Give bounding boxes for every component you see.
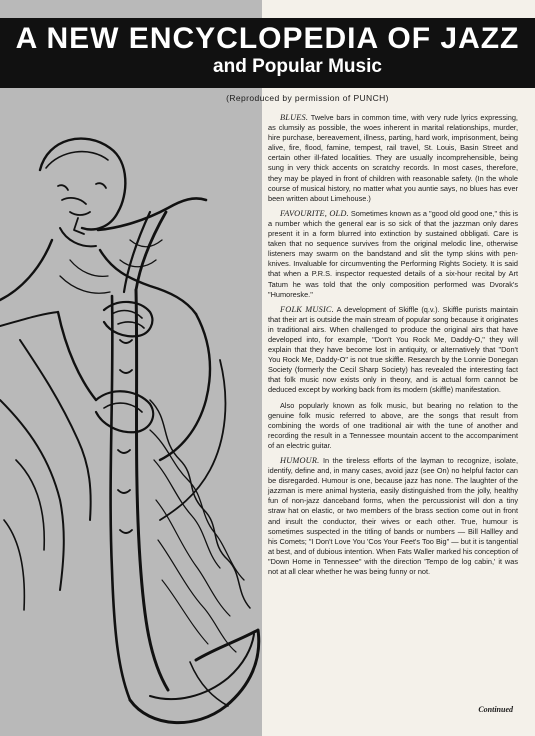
- entry-text: In the tireless efforts of the layman to recognize, isolate, identify, define and, in many cases, avoid jazz (see On) no helpful factor can be disregarded. Humour is one, because jazz has none. The laughter of the jazzman is mere animal hysteria, easily distinguished from the jolly, healthy fun of non-jazz danceband forms, when the percussionist will don a tiny straw hat on elastic, or two members of the brass section come out in front and insult the conductor, their wives or each other. True, humour is sometimes suspected in the titling of bands or numbers — Bill Hallley and his Comets; "I Don't Love You 'Cos Your Feet's Too Big" — but it is tangential at best, and of dubious intention. When Fats Waller marked his conception of "Down Home in Tennessee" with the direction 'Tempo de log cabin,' it was not at all clear whether he was being funny or not.: [268, 456, 518, 577]
- entry-text: A development of Skiffle (q.v.). Skiffle purists maintain that their art is outside the main stream of popular song because it originates in traditional airs. When challenged to produce the original airs that have developed into, for example, "Don't You Rock Me, Daddy-O," they will explain that they have become lost in antiquity, or alternatively that "Don't You Rock Me, Daddy-O" is not true skiffle. Research by the Lonnie Donegan Society (formerly the Cecil Sharp Society) has revealed the interesting fact that folk music now exists only in theory, and is actual form cannot be deduced except by working back from its modern (skiffle) manifestation.: [268, 304, 519, 395]
- saxophonist-sketch-illustration: [0, 100, 270, 736]
- permission-note: (Reproduced by permission of PUNCH): [226, 93, 389, 103]
- entry-blues: [268, 113, 518, 204]
- entry-text: Twelve bars in common time, with very rude lyrics expressing, as clumsily as possible, the woes inherent in marital relationships, murder, hire purchase, bereavement, illness, parting, hard work, imprisonment, being alive, fire, flood, famine, tempest, rail travel, St. Louis, Basin Street and certain other ill-fated localities. They are usually incomprehensible, being sung in very thick accents on scratchy records. In most cases, therefore, they may be played in front of children with reasonable safety. (In the whole course of musical history, no matter what you auntie says, no blues has ever been written about Limehouse.): [268, 113, 518, 203]
- entry-term: FAVOURITE, OLD.: [280, 208, 349, 218]
- page-title: A NEW ENCYCLOPEDIA OF JAZZ: [15, 22, 520, 55]
- entry-folk-music-continued: [268, 401, 518, 451]
- entry-text: Sometimes known as a "good old good one," this is a number which the general ear is so sick of that the jazzman only dares present it in a form blurred into extinction by sustained obbligati. Care is taken that no sequence survives from the original melodic line, otherwise listeners may swarm on the bandstand and slit the tymp skins with pen-knives. Invaluable for circumventing the Performing Rights Society. It is said that when a P.R.S. inspector requested details of a six-hour recital by Art Tatum he was told that the only composition performed was Dvorak's "Humoreske.": [268, 208, 519, 299]
- entry-favourite-old: [268, 209, 518, 300]
- entry-term: HUMOUR.: [280, 456, 320, 465]
- entry-term: BLUES.: [280, 113, 309, 122]
- continued-note: Continued: [478, 705, 513, 714]
- article-body: [268, 113, 518, 582]
- entry-humour: [268, 456, 518, 577]
- entry-term: FOLK MUSIC.: [280, 304, 334, 314]
- page-subtitle: and Popular Music: [213, 56, 382, 77]
- entry-text: Also popularly known as folk music, but bearing no relation to the genuine folk music referred to above, are the songs that result from combining the words of one traditional air with the tune of another and recording the result in a Tennessee mountain accent to the accompaniment of an electric guitar.: [268, 400, 518, 450]
- entry-folk-music: [268, 305, 518, 396]
